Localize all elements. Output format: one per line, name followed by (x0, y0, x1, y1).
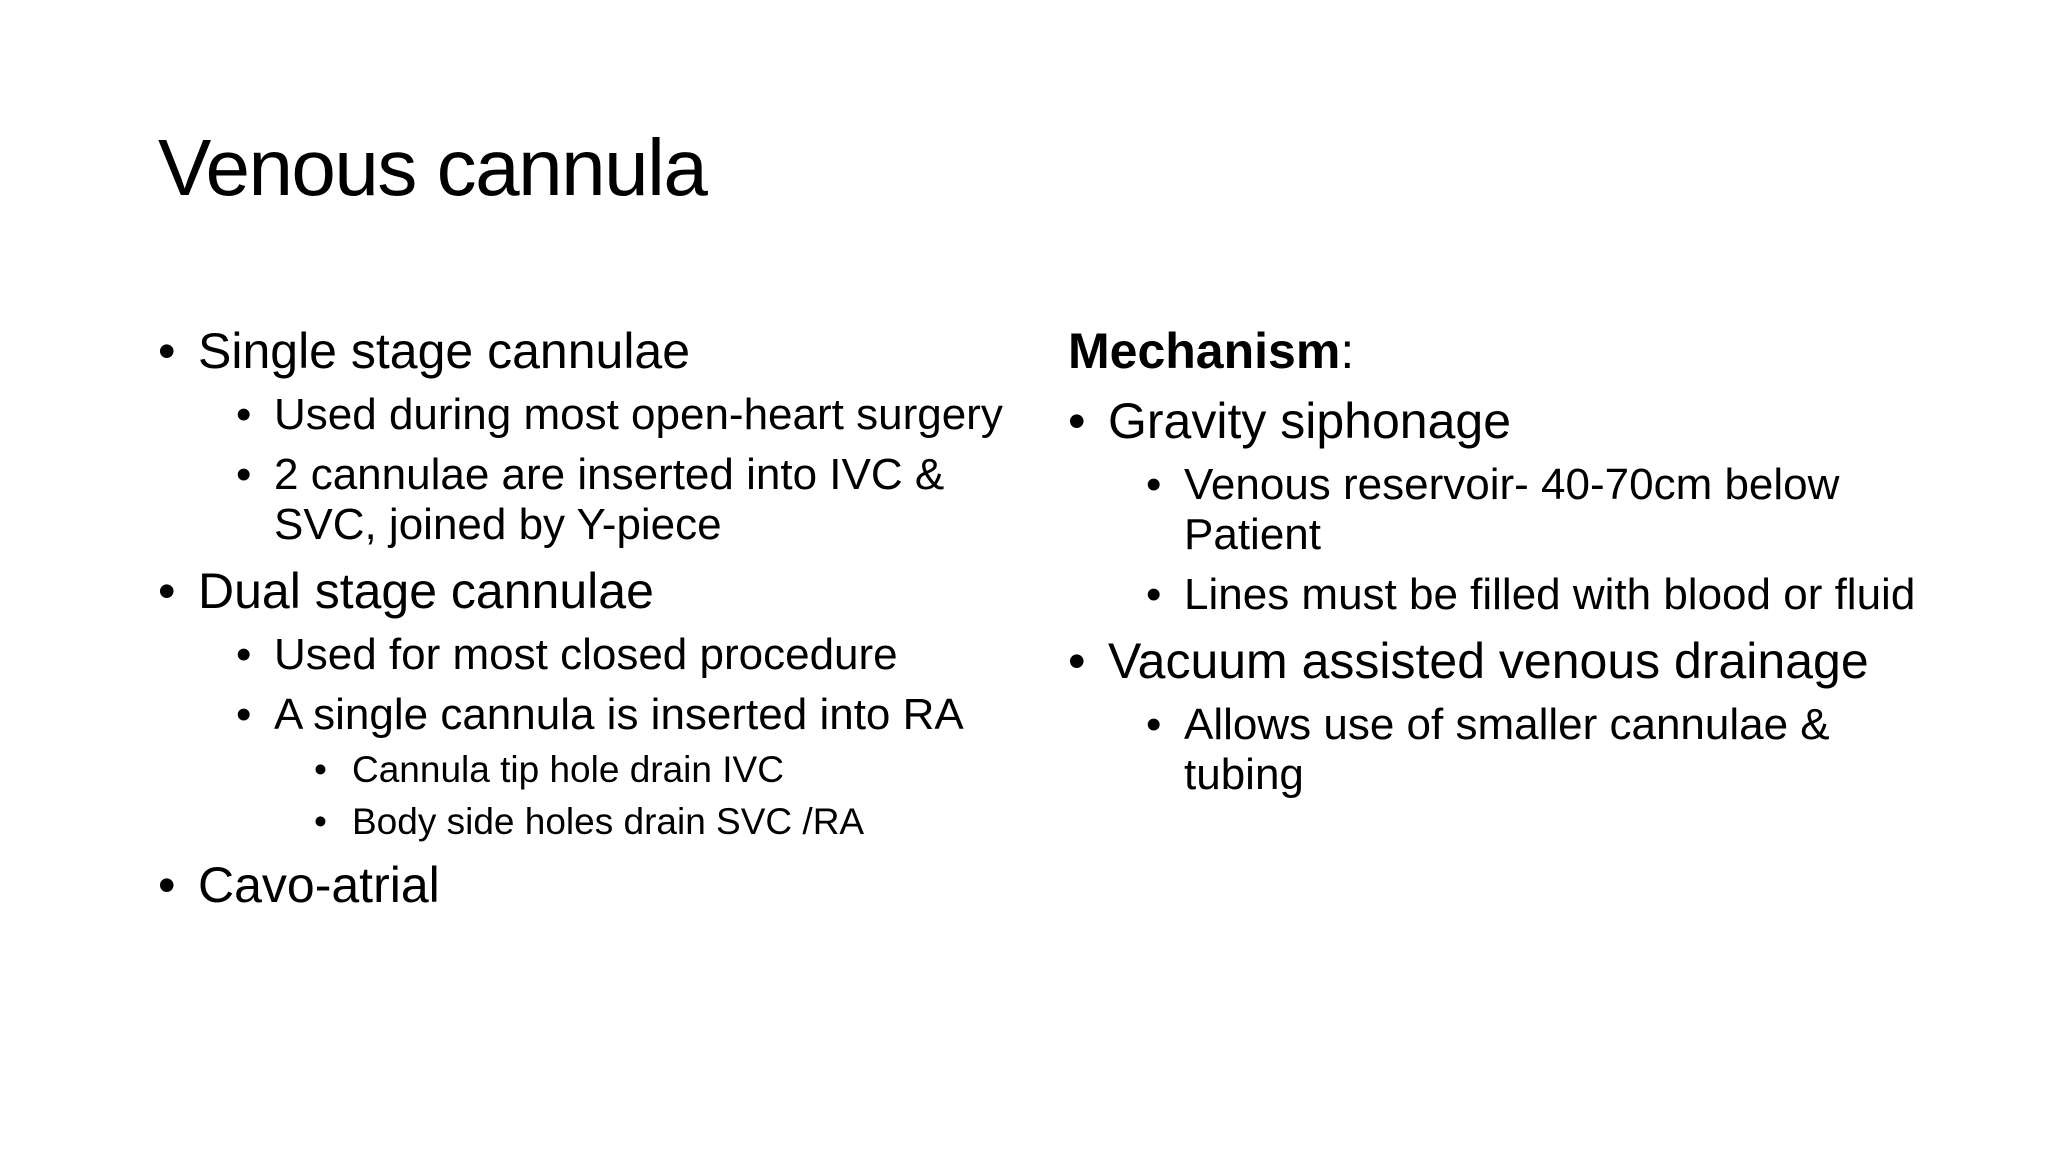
bullet-icon: • (1146, 570, 1162, 619)
bullet-icon: • (236, 450, 252, 499)
list-item (236, 630, 1038, 680)
bullet-icon: • (236, 630, 252, 679)
list-item (158, 856, 1038, 914)
list-item (236, 390, 1038, 440)
mechanism-heading-suffix: : (1340, 323, 1355, 379)
bullet-icon: • (158, 857, 176, 913)
bullet-icon: • (1068, 633, 1086, 689)
list-item-text: A single cannula is inserted into RA (274, 690, 964, 739)
bullet-icon: • (314, 749, 327, 790)
list-item (1146, 570, 1948, 620)
list-item (1146, 700, 1948, 800)
list-item-text: Dual stage cannulae (198, 563, 654, 619)
right-column (1068, 310, 1948, 800)
list-item-text: Gravity siphonage (1108, 393, 1512, 449)
list-item-text: Used during most open-heart surgery (274, 390, 1003, 439)
mechanism-heading (1068, 322, 1948, 380)
bullet-icon: • (158, 563, 176, 619)
list-item (1146, 460, 1948, 560)
list-item (1068, 632, 1948, 690)
list-item-text: Cannula tip hole drain IVC (352, 749, 784, 790)
bullet-icon: • (236, 390, 252, 439)
list-item-text: Cavo-atrial (198, 857, 440, 913)
list-item (236, 690, 1038, 740)
list-item-text: Venous reservoir- 40-70cm below Patient (1184, 460, 1840, 559)
right-bullet-list (1068, 392, 1948, 800)
bullet-icon: • (158, 323, 176, 379)
list-item-text: Single stage cannulae (198, 323, 691, 379)
list-item (1068, 392, 1948, 450)
slide-title: Venous cannula (158, 123, 707, 212)
bullet-icon: • (236, 690, 252, 739)
list-item (314, 800, 1038, 844)
list-item (158, 322, 1038, 380)
bullet-icon: • (1068, 393, 1086, 449)
left-column (158, 310, 1038, 914)
list-item-text: Body side holes drain SVC /RA (352, 801, 865, 842)
bullet-icon: • (314, 801, 327, 842)
list-item-text: Vacuum assisted venous drainage (1108, 633, 1869, 689)
list-item-text: Allows use of smaller cannulae & tubing (1184, 700, 1830, 799)
list-item (314, 748, 1038, 792)
list-item (236, 450, 1038, 550)
left-bullet-list (158, 322, 1038, 914)
list-item (158, 562, 1038, 620)
bullet-icon: • (1146, 700, 1162, 749)
list-item-text: Lines must be filled with blood or fluid (1184, 570, 1916, 619)
list-item-text: 2 cannulae are inserted into IVC & SVC, joined by Y-piece (274, 450, 945, 549)
bullet-icon: • (1146, 460, 1162, 509)
list-item-text: Used for most closed procedure (274, 630, 898, 679)
mechanism-heading-label: Mechanism (1068, 323, 1341, 379)
